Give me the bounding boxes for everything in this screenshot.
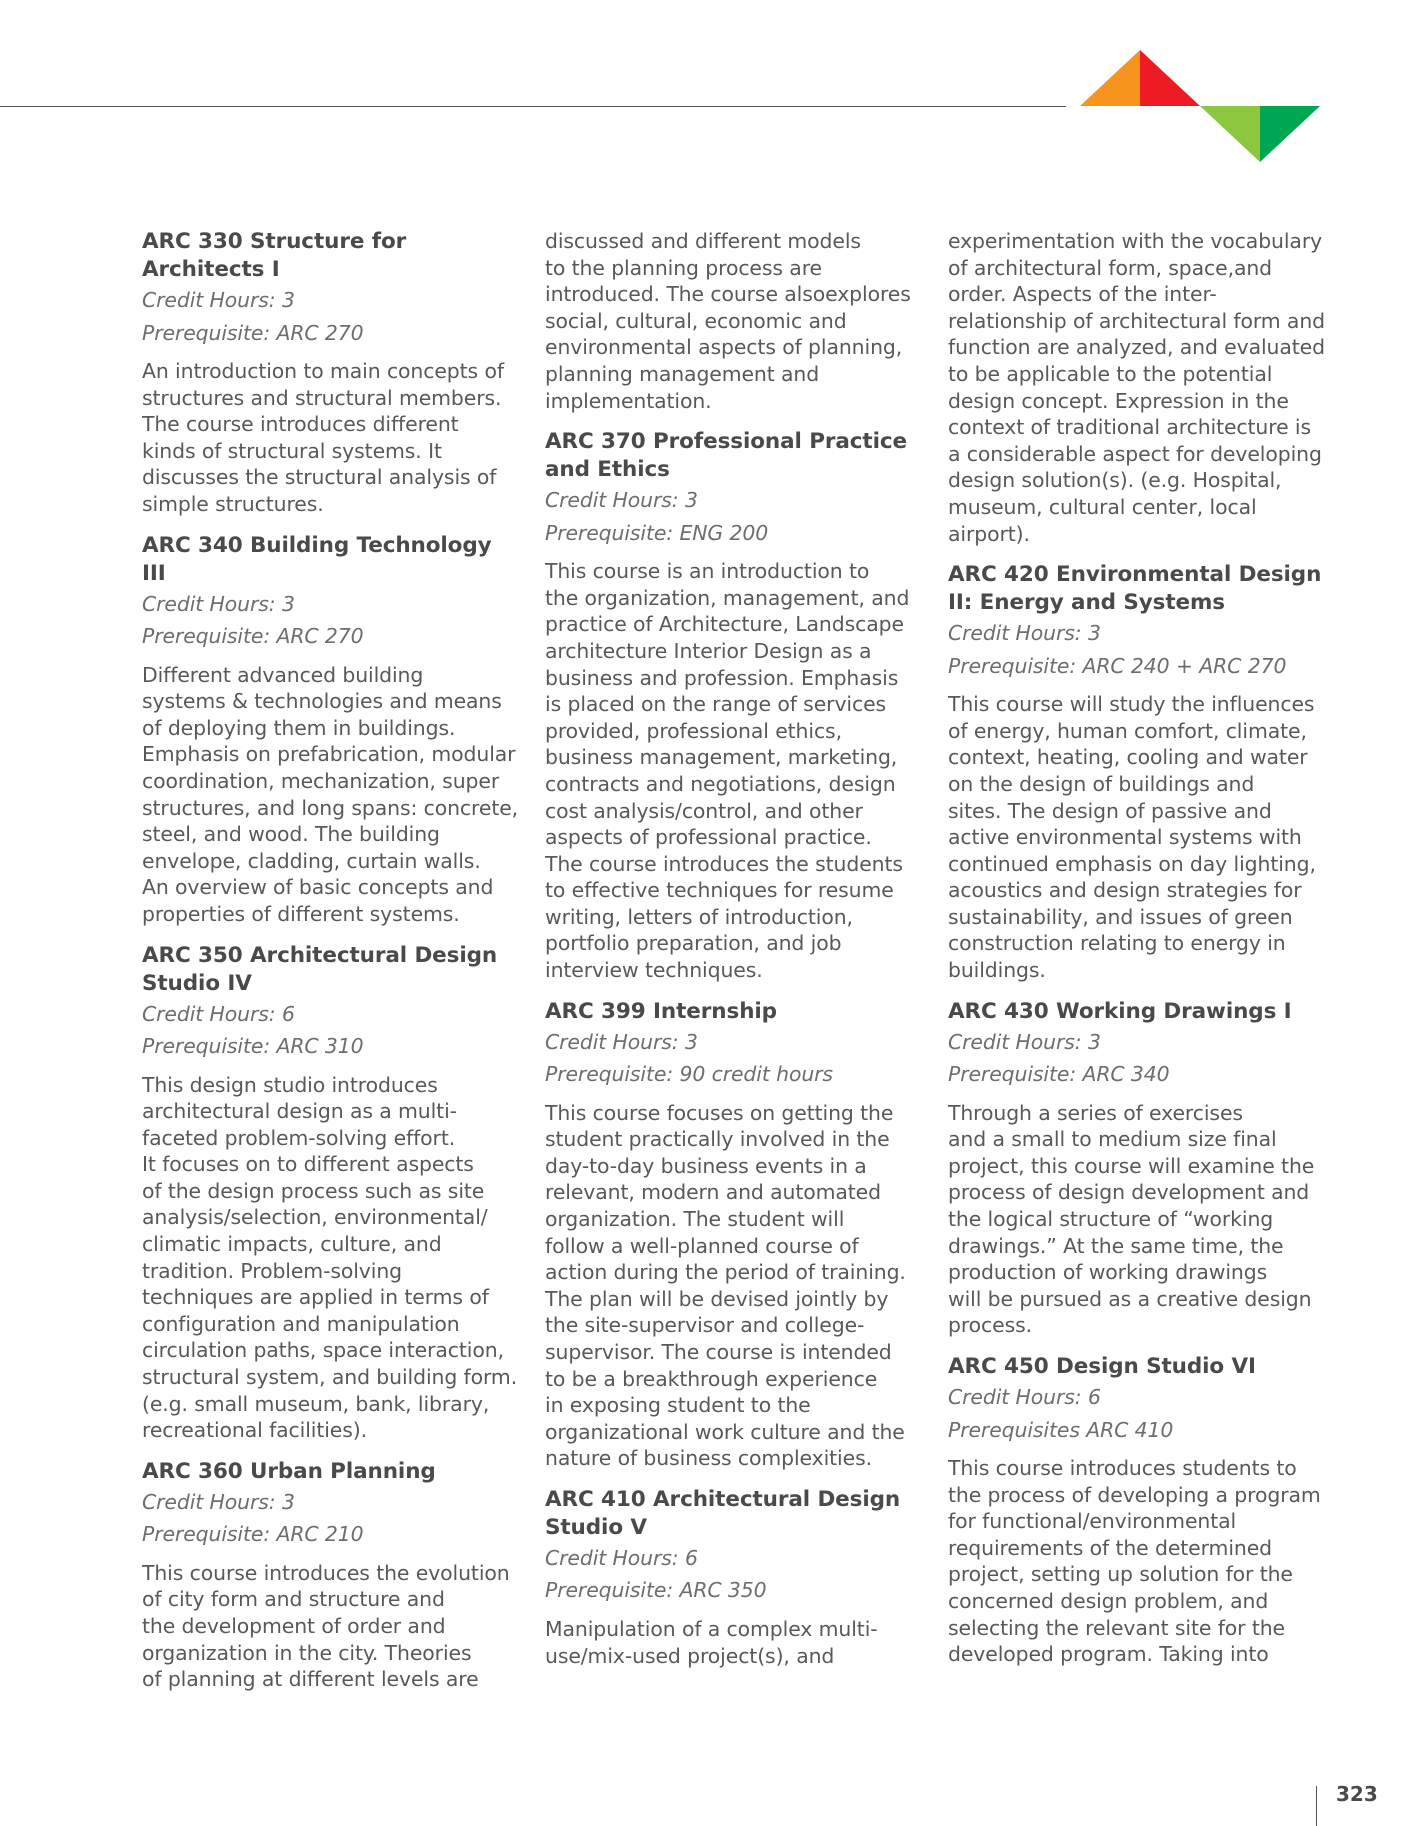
logo-lime-triangle: [1200, 106, 1260, 162]
course-title: ARC 450 Design Studio VI: [948, 1354, 1256, 1379]
course-meta: Credit Hours: 3: [948, 621, 1101, 646]
course-title: ARC 410 Architectural Design Studio V: [545, 1486, 901, 1540]
course-meta: Credit Hours: 3: [142, 1489, 295, 1514]
course-title: ARC 370 Professional Practice and Ethics: [545, 429, 907, 483]
course-title: ARC 330 Structure for Architects I: [142, 229, 407, 282]
course-description: This design studio introduces architectural design as a multi- faceted problem-solving effort. It focuses on to different aspects of the design process such as site analysis/selection, environmental/ climatic impacts, culture, and tradition. Problem-solving techniques are applied in terms of configuration and manipulation circulation paths, space interaction, structural system, and building form. (e.g. small museum, bank, library, recreational facilities).: [142, 1072, 518, 1443]
course-title: ARC 420 Environmental Design II: Energy and Systems: [948, 562, 1322, 616]
course-meta: Credit Hours: 6: [545, 1545, 698, 1570]
course-description: Different advanced building systems & technologies and means of deploying them in buildings. Emphasis on prefabrication, modular coordination, mechanization, super structures, and long spans: concrete, steel, and wood. The building envelope, cladding, curtain walls. An overview of basic concepts and properties of different systems.: [142, 662, 519, 926]
course-description: discussed and different models to the planning process are introduced. The course alsoexplores social, cultural, economic and environmental aspects of planning, planning management and implementation.: [545, 229, 911, 413]
course-description: An introduction to main concepts of structures and structural members. The course introduces different kinds of structural systems. It discusses the structural analysis of simple structures.: [142, 359, 504, 516]
page-number: 323: [1336, 1782, 1378, 1806]
course-meta: Prerequisite: ARC 270: [142, 624, 364, 649]
header-rule: [0, 106, 1066, 107]
logo-green-triangle: [1260, 106, 1320, 162]
course-meta: Prerequisite: ARC 310: [142, 1034, 364, 1058]
course-description: This course introduces the evolution of city form and structure and the development of order and organization in the city. Theories of planning at different levels are: [142, 1560, 510, 1692]
course-meta: Credit Hours: 6: [142, 1001, 295, 1026]
course-description: This course focuses on getting the student practically involved in the day-to-day business events in a relevant, modern and automated organization. The student will follow a well-planned course of action during the period of training. The plan will be devised jointly by the site-supervisor and college- supervisor. The course is intended to be a breakthrough experience in exposing student to the organizational work culture and the nature of business complexities.: [545, 1100, 906, 1471]
course-meta: Credit Hours: 3: [142, 288, 295, 312]
course-title: ARC 360 Urban Planning: [142, 1458, 436, 1484]
course-title: ARC 350 Architectural Design Studio IV: [142, 942, 498, 996]
triangle-logo-icon: [1080, 50, 1320, 162]
course-meta: Prerequisite: 90 credit hours: [545, 1062, 833, 1087]
course-meta: Credit Hours: 6: [948, 1385, 1101, 1409]
course-meta: Prerequisite: ARC 240 + ARC 270: [948, 653, 1287, 678]
column-1: [142, 228, 522, 1693]
column-3: [948, 228, 1328, 1668]
course-meta: Prerequisites ARC 410: [948, 1417, 1174, 1442]
course-title: ARC 399 Internship: [545, 998, 777, 1024]
course-meta: Prerequisite: ARC 210: [142, 1522, 364, 1547]
course-meta: Credit Hours: 3: [545, 1029, 698, 1054]
course-meta: Prerequisite: ARC 340: [948, 1062, 1170, 1087]
course-description: experimentation with the vocabulary of architectural form, space,and order. Aspects of the inter- relationship of architectural form and function are analyzed, and evaluated to be applicable to the potential design concept. Expression in the context of traditional architecture is a considerable aspect for developing design solution(s). (e.g. Hospital, museum, cultural center, local airport).: [948, 229, 1325, 546]
course-meta: Prerequisite: ARC 350: [545, 1578, 767, 1603]
page-number-rule: [1316, 1786, 1317, 1826]
logo-orange-triangle: [1080, 50, 1140, 106]
course-description: This course introduces students to the process of developing a program for functional/environmental requirements of the determined project, setting up solution for the concerned design problem, and selecting the relevant site for the developed program. Taking into: [948, 1456, 1321, 1667]
course-meta: Credit Hours: 3: [545, 488, 698, 513]
course-meta: Credit Hours: 3: [142, 591, 295, 616]
course-description: Through a series of exercises and a small to medium size final project, this course will examine the process of design development and the logical structure of “working drawings.” At the same time, the production of working drawings will be pursued as a creative design process.: [948, 1100, 1315, 1338]
course-title: ARC 430 Working Drawings I: [948, 998, 1292, 1024]
course-meta: Prerequisite: ENG 200: [545, 520, 769, 545]
course-meta: Credit Hours: 3: [948, 1029, 1101, 1054]
course-description: This course will study the influences of energy, human comfort, climate, context, heating, cooling and water on the design of buildings and sites. The design of passive and active environmental systems with continued emphasis on day lighting, acoustics and design strategies for sustainability, and issues of green construction relating to energy in buildings.: [948, 692, 1316, 983]
course-meta: Prerequisite: ARC 270: [142, 320, 364, 345]
course-description: Manipulation of a complex multi- use/mix-used project(s), and: [545, 1616, 878, 1668]
logo-red-triangle: [1140, 50, 1200, 106]
course-description: This course is an introduction to the organization, management, and practice of Architecture, Landscape architecture Interior Design as a business and profession. Emphasis is placed on the range of services provided, professional ethics, business management, marketing, contracts and negotiations, design cost analysis/control, and other aspects of professional practice. The course introduces the students to effective techniques for resume writing, letters of introduction, portfolio preparation, and job interview techniques.: [545, 559, 910, 983]
course-title: ARC 340 Building Technology III: [142, 532, 492, 586]
column-2: [545, 228, 925, 1669]
